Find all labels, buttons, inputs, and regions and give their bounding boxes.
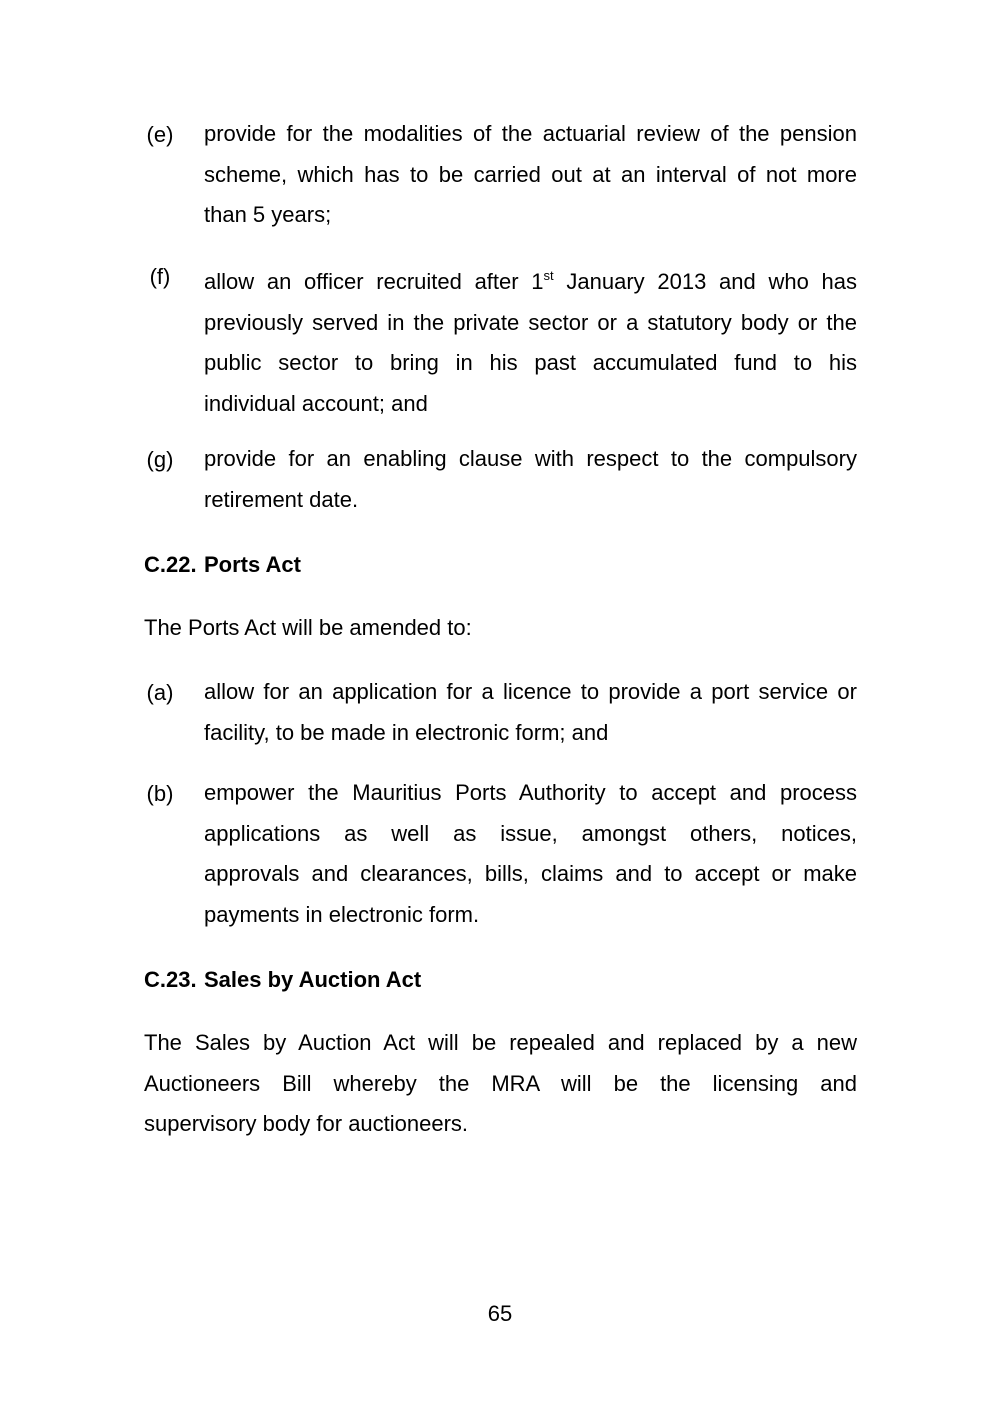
text-line: individual account; and bbox=[204, 390, 428, 416]
text-line: retirement date. bbox=[204, 486, 359, 512]
text-line: supervisory body for auctioneers. bbox=[144, 1111, 469, 1137]
section-paragraph bbox=[144, 1023, 857, 1145]
text-line: The Ports Act will be amended to: bbox=[144, 615, 472, 640]
section-title: Ports Act bbox=[204, 552, 301, 577]
section-number: C.23. bbox=[144, 967, 197, 992]
text-line: previously served in the private sector or a statutory body or the bbox=[204, 309, 857, 335]
text-line: Auctioneers Bill whereby the MRA will be the licensing and bbox=[144, 1070, 857, 1096]
page-number: 65 bbox=[487, 1301, 513, 1326]
text-line: approvals and clearances, bills, claims and to accept or make bbox=[204, 861, 857, 887]
text-line bbox=[204, 256, 857, 303]
text-line: facility, to be made in electronic form; and bbox=[204, 719, 609, 745]
text-line: scheme, which has to be carried out at an interval of not more bbox=[204, 161, 857, 187]
text-line: applications as well as issue, amongst others, notices, bbox=[204, 820, 857, 846]
list-marker: (a) bbox=[146, 680, 174, 705]
list-marker: (b) bbox=[146, 781, 174, 806]
list-item-text bbox=[204, 439, 857, 520]
text-line: provide for the modalities of the actuarial review of the pension bbox=[204, 121, 857, 146]
text-line: The Sales by Auction Act will be repealed and replaced by a new bbox=[144, 1030, 857, 1055]
text-line: public sector to bring in his past accumulated fund to his bbox=[204, 350, 857, 376]
text-line: empower the Mauritius Ports Authority to accept and process bbox=[204, 780, 857, 805]
text-line: provide for an enabling clause with respect to the compulsory bbox=[204, 446, 857, 471]
list-marker: (e) bbox=[146, 122, 174, 147]
list-item-text bbox=[204, 672, 857, 753]
text-line: than 5 years; bbox=[204, 202, 332, 228]
text-fragment: January 2013 and who has bbox=[553, 269, 857, 294]
list-marker: (g) bbox=[146, 447, 174, 472]
section-intro bbox=[144, 608, 857, 649]
list-marker: (f) bbox=[149, 264, 171, 289]
text-fragment: allow an officer recruited after 1 bbox=[204, 269, 544, 294]
list-item-text bbox=[204, 773, 857, 935]
section-number: C.22. bbox=[144, 552, 197, 577]
list-item-text bbox=[204, 256, 857, 424]
list-item-text bbox=[204, 114, 857, 236]
text-line: allow for an application for a licence to provide a port service or bbox=[204, 679, 857, 704]
section-title: Sales by Auction Act bbox=[204, 967, 422, 992]
text-line: payments in electronic form. bbox=[204, 901, 480, 927]
superscript: st bbox=[543, 268, 554, 283]
